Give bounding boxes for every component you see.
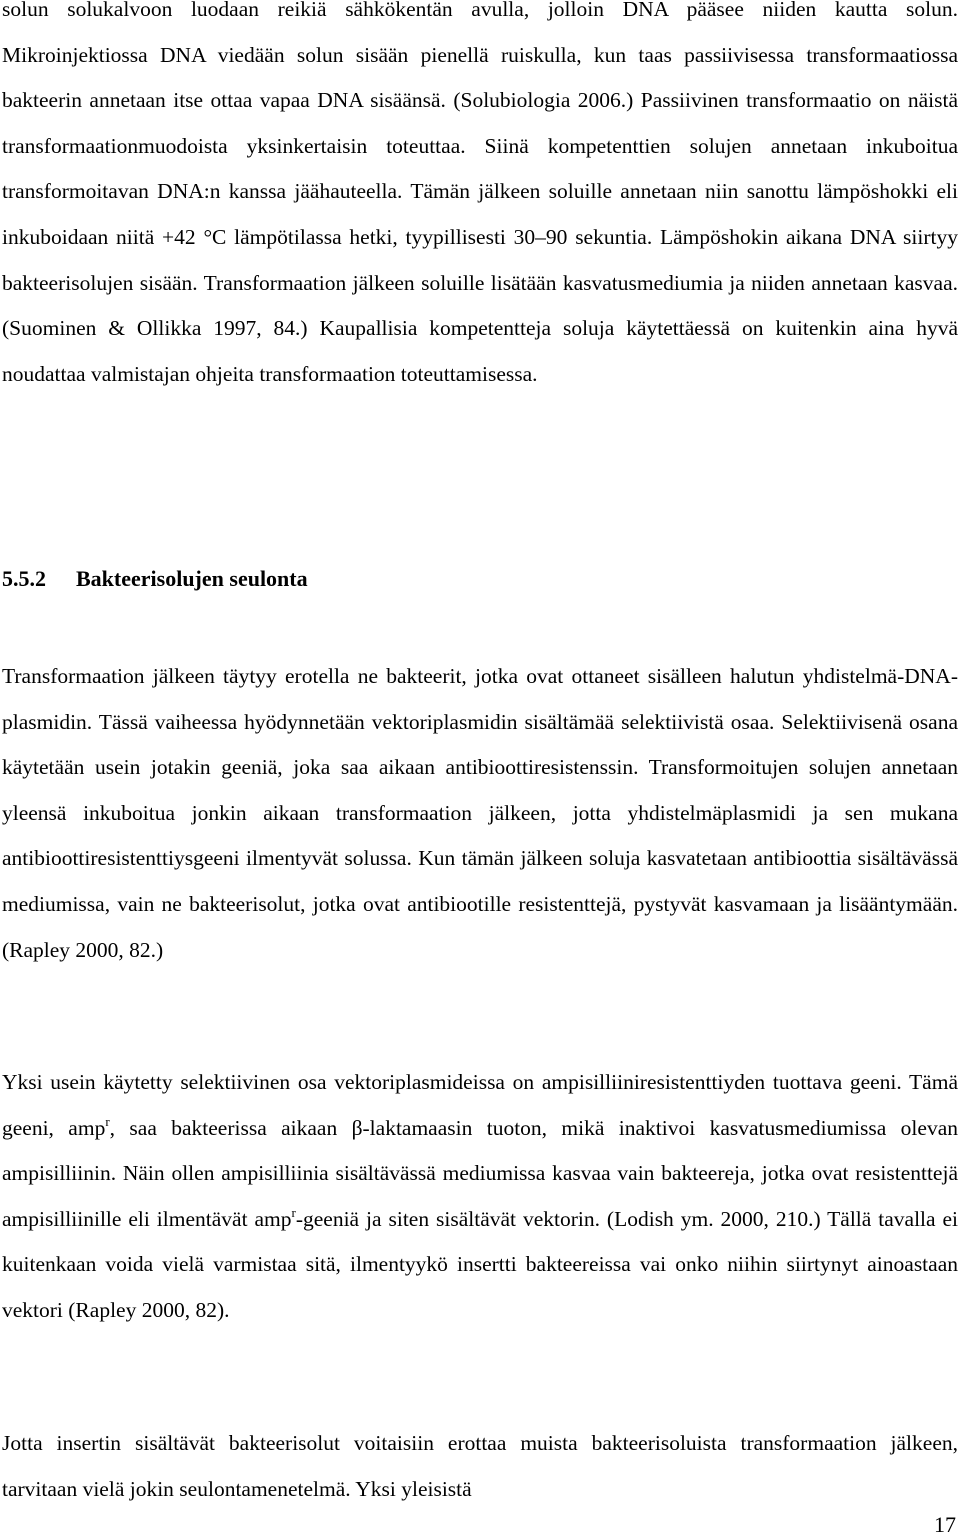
- superscript-r: r: [105, 1113, 110, 1129]
- page-number: 17: [934, 1512, 956, 1537]
- section-title: Bakteerisolujen seulonta: [76, 566, 308, 591]
- paragraph-ampicillin-resistance: [2, 1060, 958, 1334]
- section-heading: [2, 562, 308, 596]
- paragraph-transformation-methods: solun solukalvoon luodaan reikiä sähkökentän avulla, jolloin DNA pääsee niiden kautta solun. Mikroinjektiossa DNA viedään solun sisään pienellä ruiskulla, kun taas passiivisessa transformaatiossa bakteerin annetaan itse ottaa vapaa DNA sisäänsä. (Solubiologia 2006.) Passiivinen transformaatio on näistä transformaationmuodoista yksinkertaisin toteuttaa. Siinä kompetenttien solujen annetaan inkuboitua transformoitavan DNA:n kanssa jäähauteella. Tämän jälkeen soluille annetaan niin sanottu lämpöshokki eli inkuboidaan niitä +42 °C lämpötilassa hetki, tyypillisesti 30–90 sekuntia. Lämpöshokin aikana DNA siirtyy bakteerisolujen sisään. Transformaation jälkeen soluille lisätään kasvatusmediumia ja niiden annetaan kasvaa. (Suominen & Ollikka 1997, 84.) Kaupallisia kompetentteja soluja käytettäessä on kuitenkin aina hyvä noudattaa valmistajan ohjeita transformaation toteuttamisessa.: [2, 0, 958, 386]
- paragraph-bacterial-selection: Transformaation jälkeen täytyy erotella ne bakteerit, jotka ovat ottaneet sisälleen halutun yhdistelmä-DNA-plasmidin. Tässä vaiheessa hyödynnetään vektoriplasmidin sisältämää selektiivistä osaa. Selektiivisenä osana käytetään usein jotakin geeniä, joka saa aikaan antibioottiresistenssin. Transformoitujen solujen annetaan yleensä inkuboitua jonkin aikaan transformaation jälkeen, jotta yhdistelmäplasmidi ja sen mukana antibioottiresistenttiysgeeni ilmentyvät solussa. Kun tämän jälkeen soluja kasvatetaan antibioottia sisältävässä mediumissa, vain ne bakteerisolut, jotka ovat antibiootille resistenttejä, pystyvät kasvamaan ja lisääntymään. (Rapley 2000, 82.): [2, 664, 958, 962]
- paragraph-ampicillin-part-c: -geeniä ja siten sisältävät vektorin. (Lodish ym. 2000, 210.) Tällä tavalla ei kuitenkaan voida vielä varmistaa sitä, ilmentyykö insertti bakteereissa vai onko niihin siirtynyt ainoastaan vektori (Rapley 2000, 82).: [2, 1206, 959, 1322]
- paragraph-ampicillin-part-a: Yksi usein käytetty selektiivinen osa vektoriplasmideissa on ampisilliiniresistenttiyden tuottava geeni. Tämä geeni, amp: [2, 1070, 958, 1140]
- paragraph-ampicillin-part-b: , saa bakteerissa aikaan β-laktamaasin tuoton, mikä inaktivoi kasvatusmediumissa olevan ampisilliinin. Näin ollen ampisilliinia sisältävässä mediumissa kasvaa vain bakteereja, jotka ovat resistenttejä ampisilliinille eli ilmentävät amp: [2, 1115, 958, 1231]
- superscript-r: r: [291, 1204, 296, 1220]
- paragraph-insert-screening: Jotta insertin sisältävät bakteerisolut voitaisiin erottaa muista bakteerisoluista transformaation jälkeen, tarvitaan vielä jokin seulontamenetelmä. Yksi yleisistä: [2, 1431, 958, 1501]
- section-number: 5.5.2: [2, 566, 46, 591]
